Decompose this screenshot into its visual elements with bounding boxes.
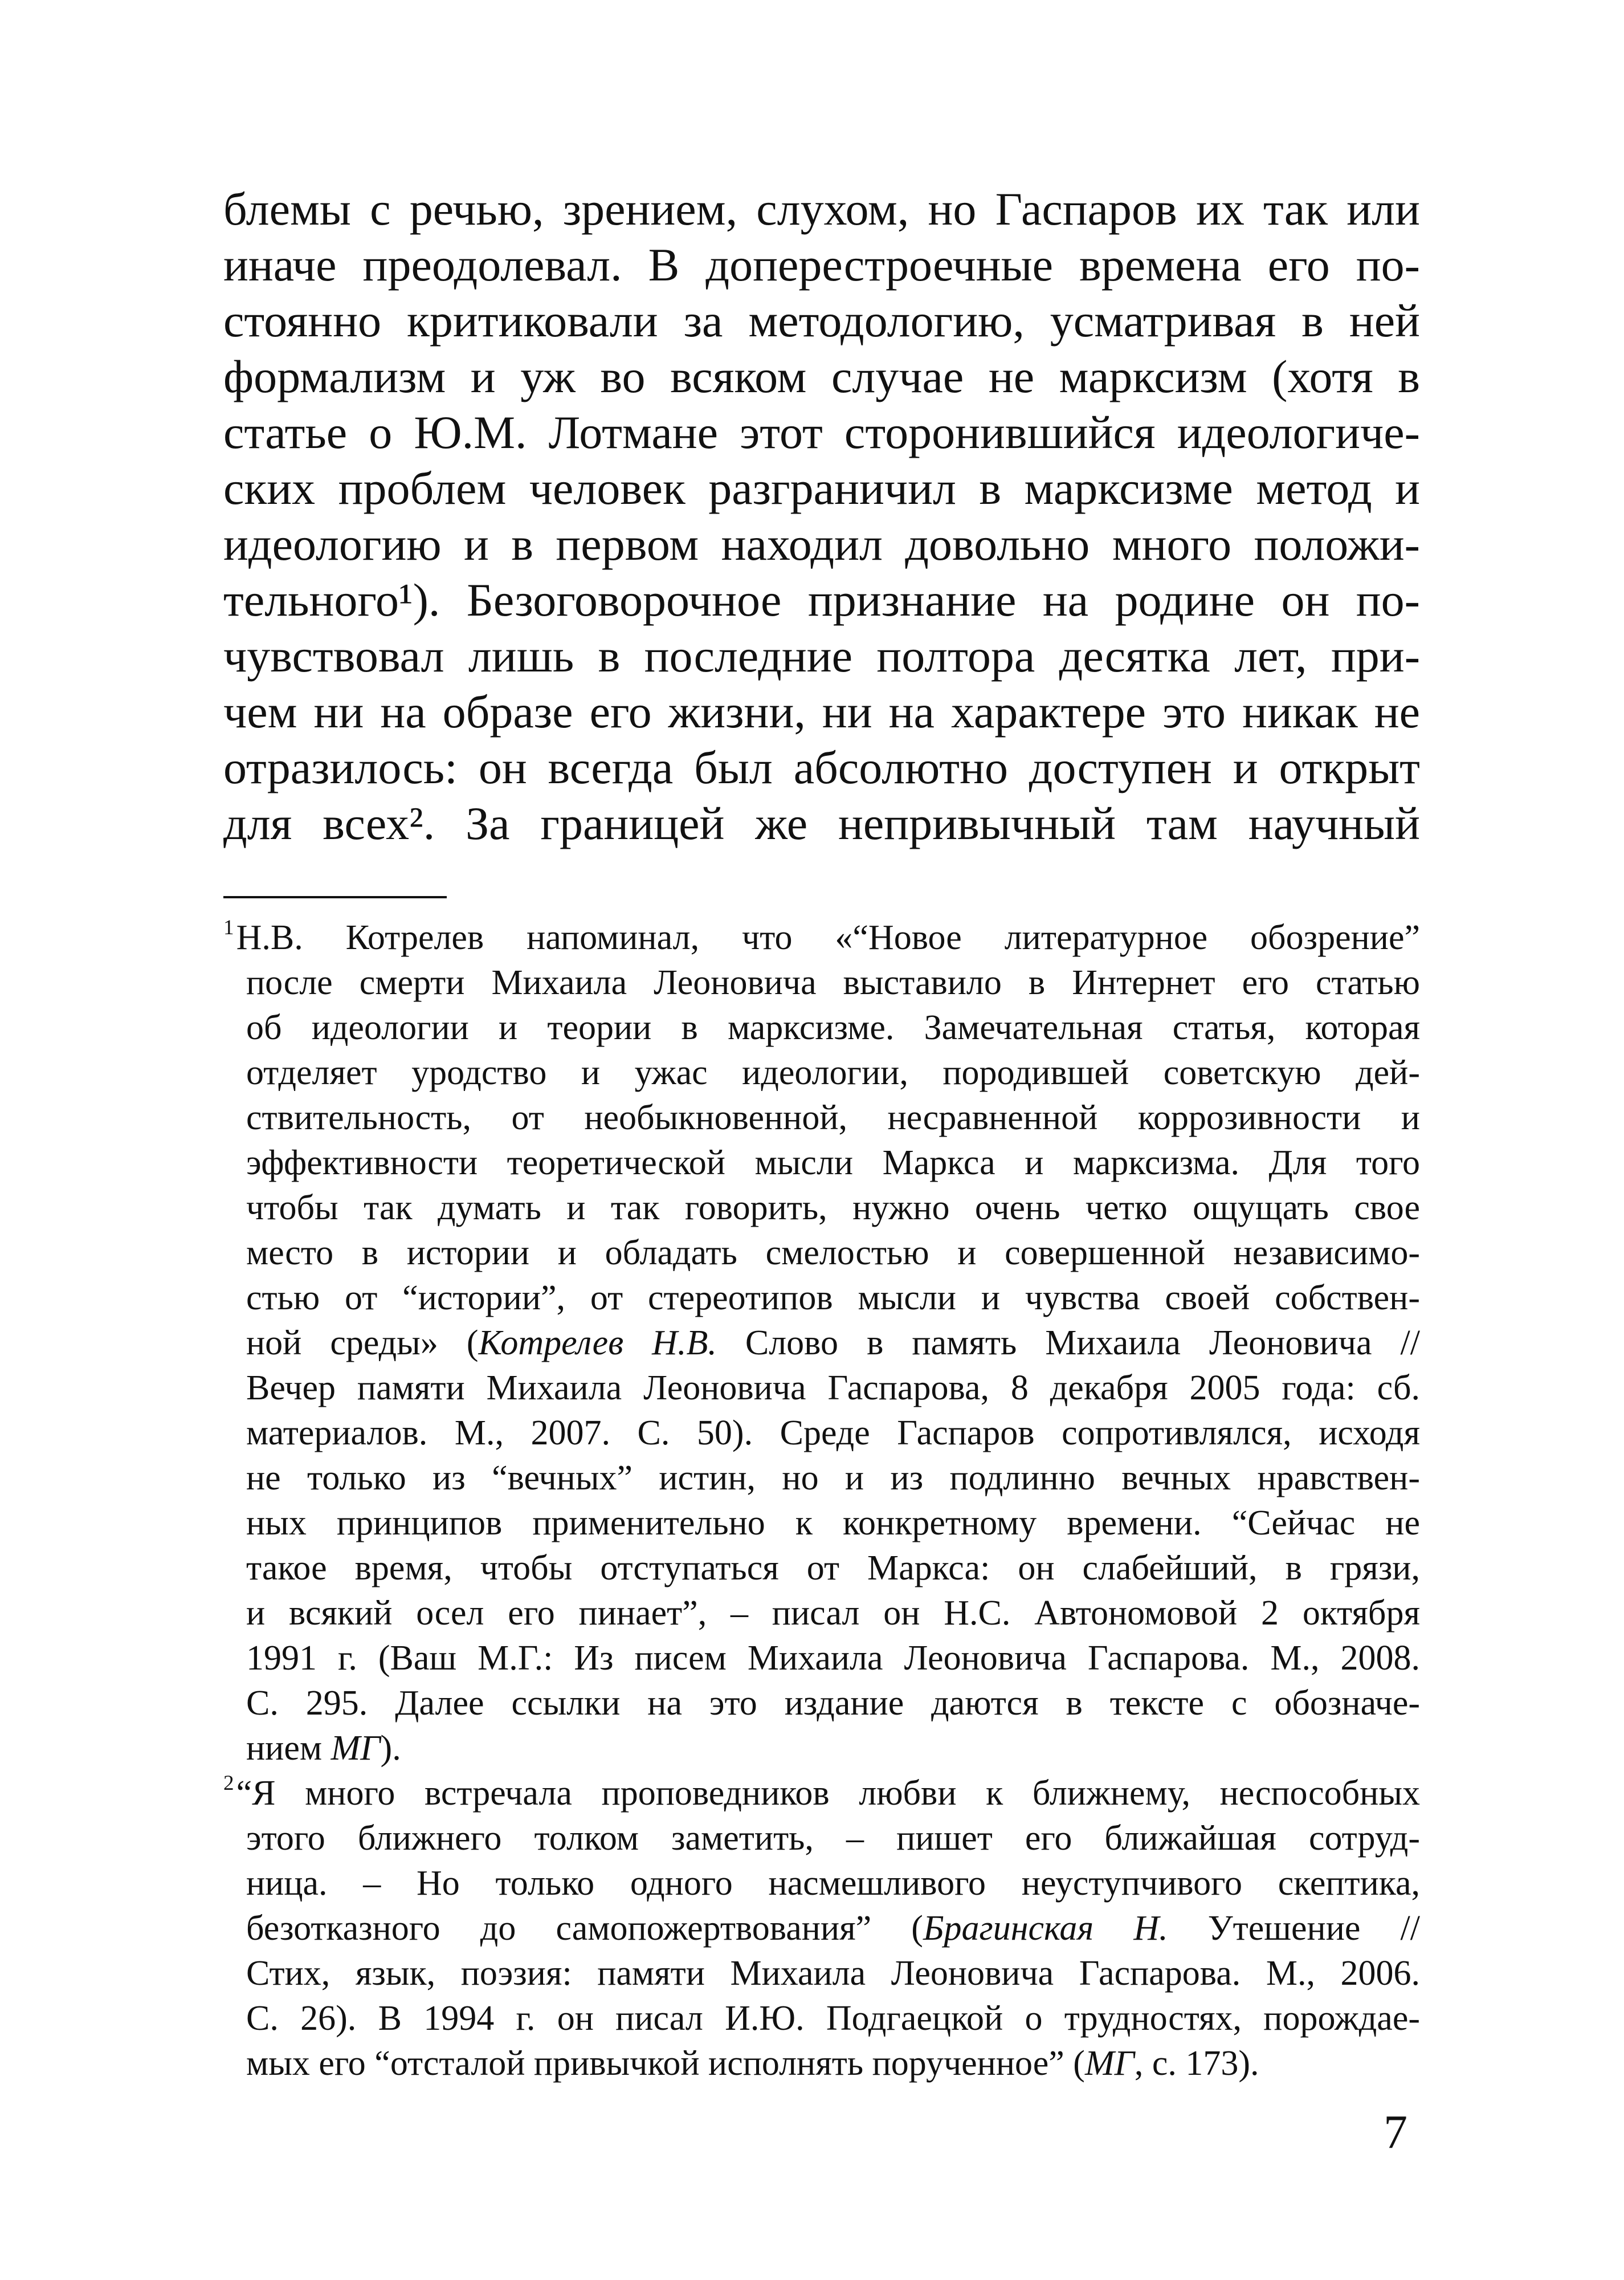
text-line <box>223 796 1420 852</box>
footnote-author: Котрелев Н.В. <box>478 1324 717 1362</box>
footnote-2-number: 2 <box>223 1771 234 1795</box>
text-fragment: тельного <box>223 574 399 626</box>
footnote-1-line: об идеологии и теории в марксизме. Замечательная статья, которая <box>246 1008 1420 1047</box>
footnote-2-line <box>223 2041 1420 2086</box>
text-line <box>223 572 1420 628</box>
footnote-ref-1-and-continuation: ¹). Безоговорочное признание на родине он по- <box>399 574 1420 626</box>
footnote-2-line: С. 26). В 1994 г. он писал И.Ю. Подгаецкой о трудностях, порождае- <box>246 1999 1420 2038</box>
text-line: идеологию и в первом находил довольно много положи- <box>223 518 1420 570</box>
footnote-1-line <box>223 915 1420 960</box>
footnote-1-line: ных принципов применительно к конкретному времени. “Сейчас не <box>246 1504 1420 1542</box>
footnote-1-line: Вечер памяти Михаила Леоновича Гаспарова, 8 декабря 2005 года: сб. <box>246 1369 1420 1407</box>
footnote-ref-2-and-continuation: ². За границей же непривычный там научный <box>409 797 1420 849</box>
footnote-1-line: чтобы так думать и так говорить, нужно очень четко ощущать свое <box>246 1188 1420 1227</box>
footnote-text: мых его “отсталой привычкой исполнять порученное” ( <box>246 2044 1085 2083</box>
text-line: статье о Ю.М. Лотмане этот сторонившийся идеологиче- <box>223 406 1420 458</box>
footnote-1-line <box>223 1726 1420 1771</box>
text-line: иначе преодолевал. В доперестроечные времена его по- <box>223 239 1420 291</box>
footnote-text: Утешение // <box>1168 1909 1420 1948</box>
footnote-text: “Я много встречала проповедников любви к ближнему, неспособных <box>236 1774 1420 1813</box>
page-number: 7 <box>1384 2106 1407 2159</box>
footnote-1-line: стью от “истории”, от стереотипов мысли и чувства своей собствен- <box>246 1279 1420 1317</box>
footnote-1-line <box>223 1321 1420 1366</box>
footnote-1-line: материалов. М., 2007. С. 50). Среде Гаспаров сопротивлялся, исходя <box>246 1414 1420 1452</box>
footnote-separator <box>223 896 447 898</box>
footnote-1-line: и всякий осел его пинает”, – писал он Н.С. Автономовой 2 октября <box>246 1594 1420 1632</box>
footnote-text: ). <box>380 1729 401 1768</box>
text-fragment: для всех <box>223 797 410 849</box>
footnote-1-line: эффективности теоретической мысли Маркса и марксизма. Для того <box>246 1143 1420 1182</box>
footnote-author: Брагинская Н. <box>923 1909 1168 1948</box>
footnote-1-line: ствительность, от необыкновенной, несравненной коррозивности и <box>246 1098 1420 1137</box>
footnote-2-line <box>223 1771 1420 1816</box>
footnote-text: нием <box>246 1729 331 1768</box>
footnote-1-line: С. 295. Далее ссылки на это издание даются в тексте с обозначе- <box>246 1684 1420 1723</box>
footnotes <box>223 915 1420 2086</box>
text-line: отразилось: он всегда был абсолютно доступен и открыт <box>223 742 1420 793</box>
footnote-text: безотказного до самопожертвования” ( <box>246 1909 923 1948</box>
main-body-text <box>223 181 1420 852</box>
footnote-1-line: отделяет уродство и ужас идеологии, породившей советскую дей- <box>246 1053 1420 1092</box>
footnote-1-line: такое время, чтобы отступаться от Маркса: он слабейший, в грязи, <box>246 1549 1420 1587</box>
footnote-1-line: место в истории и обладать смелостью и совершенной независимо- <box>246 1233 1420 1272</box>
footnote-text: ной среды» ( <box>246 1324 479 1362</box>
footnote-2-line <box>223 1906 1420 1951</box>
text-line: чем ни на образе его жизни, ни на характере это никак не <box>223 686 1420 738</box>
footnote-abbrev: МГ <box>330 1729 381 1768</box>
footnote-text: , с. 173). <box>1134 2044 1259 2083</box>
footnote-text: Н.В. Котрелев напоминал, что «“Новое литературное обозрение” <box>236 918 1420 957</box>
footnote-2-line: ница. – Но только одного насмешливого неуступчивого скептика, <box>246 1864 1420 1903</box>
footnote-2-line: этого ближнего толком заметить, – пишет его ближайшая сотруд- <box>246 1819 1420 1858</box>
text-line: стоянно критиковали за методологию, усматривая в ней <box>223 295 1420 347</box>
footnote-text: Слово в память Михаила Леоновича // <box>716 1324 1420 1362</box>
footnote-1-line: после смерти Михаила Леоновича выставило в Интернет его статью <box>246 963 1420 1002</box>
footnote-abbrev: МГ <box>1084 2044 1135 2083</box>
footnote-2-line: Стих, язык, поэзия: памяти Михаила Леоновича Гаспарова. М., 2006. <box>246 1954 1420 1993</box>
footnote-1-line: 1991 г. (Ваш М.Г.: Из писем Михаила Леоновича Гаспарова. М., 2008. <box>246 1639 1420 1678</box>
text-line: ских проблем человек разграничил в марксизме метод и <box>223 462 1420 514</box>
footnote-1-number: 1 <box>223 915 234 939</box>
text-line: чувствовал лишь в последние полтора десятка лет, при- <box>223 630 1420 682</box>
text-line: блемы с речью, зрением, слухом, но Гаспаров их так или <box>223 183 1420 235</box>
text-line: формализм и уж во всяком случае не марксизм (хотя в <box>223 351 1420 402</box>
footnote-1-line: не только из “вечных” истин, но и из подлинно вечных нравствен- <box>246 1459 1420 1497</box>
